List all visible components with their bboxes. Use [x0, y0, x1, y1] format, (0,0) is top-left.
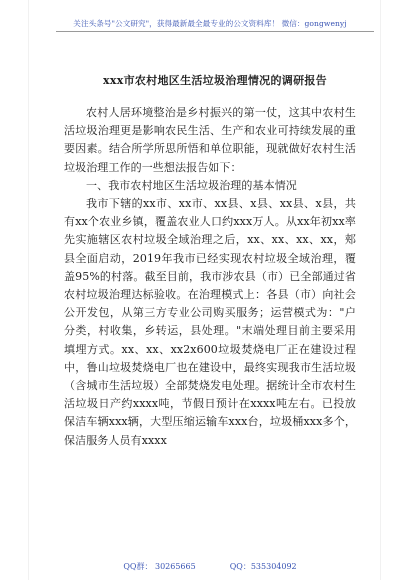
intro-paragraph: 农村人居环境整治是乡村振兴的第一仗，这其中农村生活垃圾治理更是影响农民生活、生产和农业可持续发展的重要因素。结合所学所思所悟和单位职能，现就做好农村生活垃圾治理工作的一些想法报告如下： [64, 106, 356, 174]
footer-qq: QQ：535304092 [229, 562, 297, 571]
footer-contacts [60, 561, 360, 572]
page-edge-left [28, 0, 29, 580]
section-heading: 一、我市农村地区生活垃圾治理的基本情况 [86, 178, 297, 192]
header-banner: 关注头条号"公文研究"，获得最新最全最专业的公文资料库！ 微信：gongwenyj [73, 19, 347, 28]
document-title: xxx市农村地区生活垃圾治理情况的调研报告 [103, 74, 327, 87]
footer-qq-group: QQ群： 30265665 [123, 562, 196, 571]
header-divider [56, 31, 374, 32]
document-body [64, 104, 356, 450]
page-edge-right [380, 0, 381, 580]
body-paragraph: 我市下辖的xx市、xx市、xx县、x县、xx县、x县，共有xx个农业乡镇，覆盖农业人口约xxx万人。从xx年初xx率先实施辖区农村垃圾全域治理之后，xx、xx、xx、xx，郏县全面启动，2019年我市已经实现农村垃圾全域治理，覆盖95%的村落。截至目前，我市涉农县（市）已全部通过省农村垃圾治理达标验收。在治理模式上：各县（市）向社会公开发包，从第三方专业公司购买服务；运营模式为："户分类，村收集，乡转运，县处理。"末端处理目前主要采用填埋方式。xx、xx、xx2x600垃圾焚烧电厂正在建设过程中，鲁山垃圾焚烧电厂也在建设中，最终实现我市生活垃圾（含城市生活垃圾）全部焚烧发电处理。据统计全市农村生活垃圾日产约xxxx吨，节假日预计在xxxx吨左右。已投放保洁车辆xxx辆，大型压缩运输车xxx台，垃圾桶xxx多个，保洁服务人员有xxxx [64, 197, 356, 447]
